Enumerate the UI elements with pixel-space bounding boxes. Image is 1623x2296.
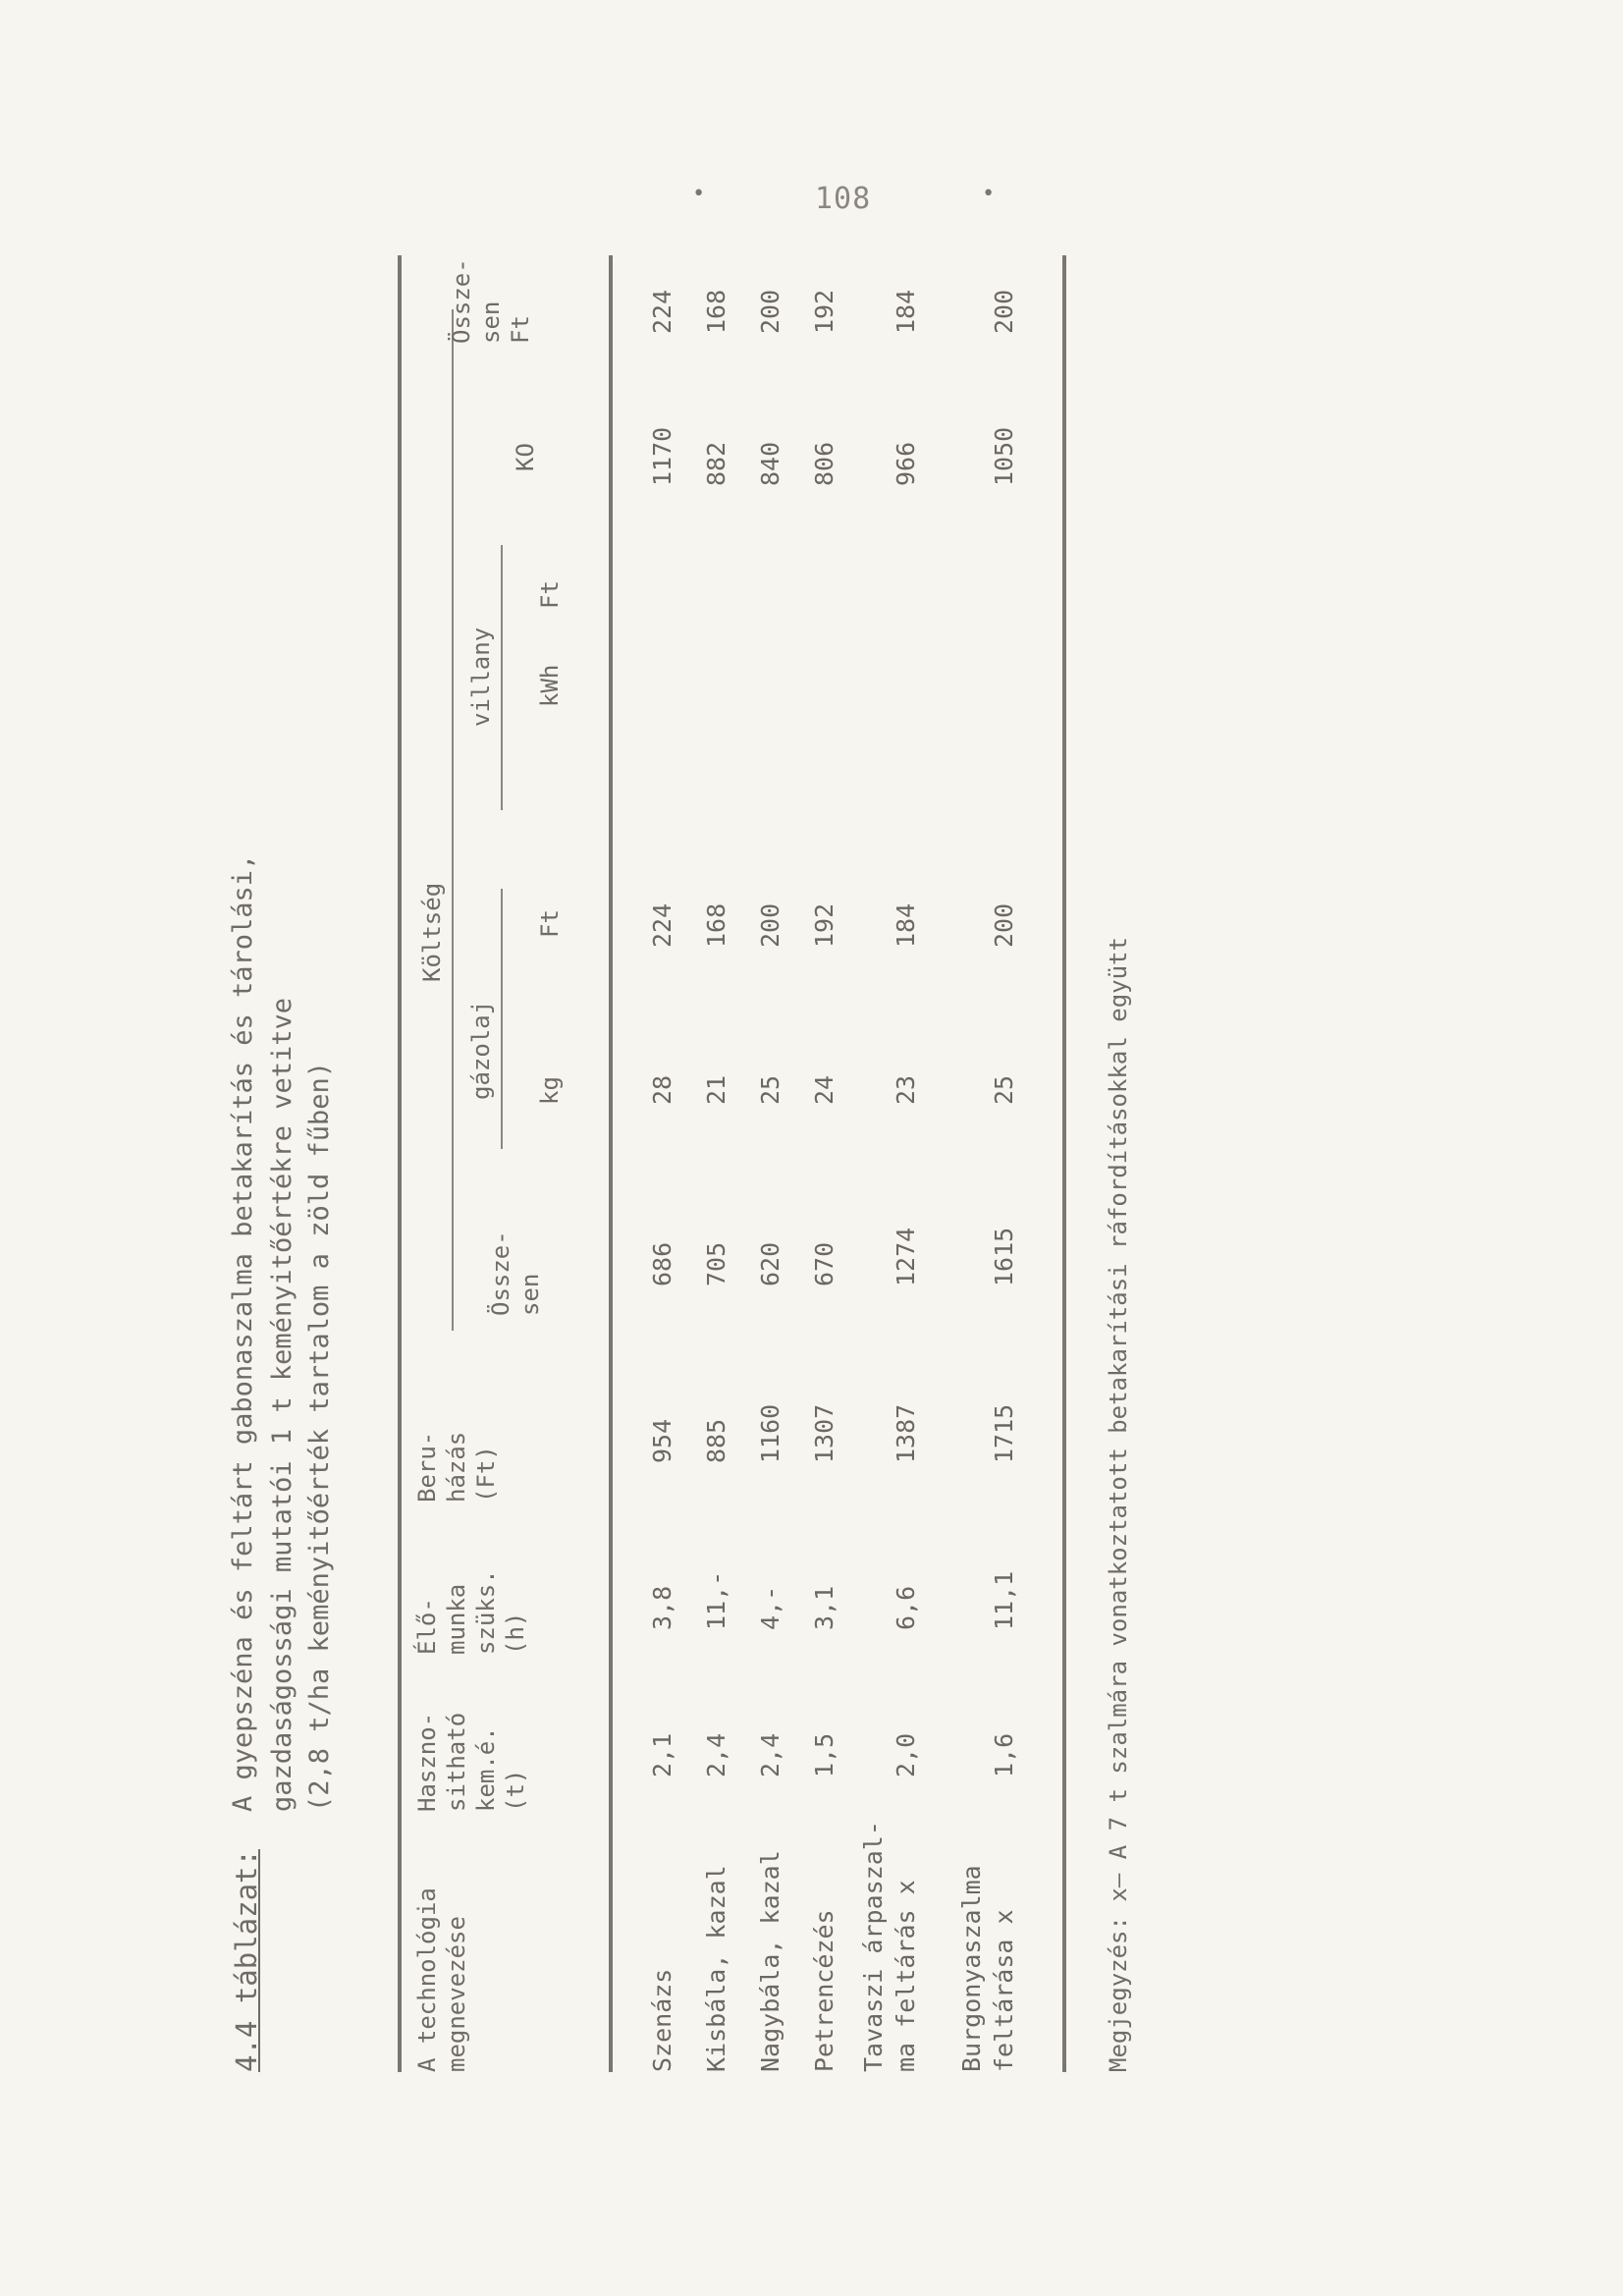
row-technology: Burgonyaszalma [957,1865,986,2072]
row-investment: 1160 [756,1403,784,1463]
footnote: Megjegyzés: x– A 7 t szalmára vonatkoztatott betakarítási ráfordításokkal együtt [1105,937,1132,2072]
table-rule-header [609,255,613,2072]
row-total-cost: 670 [810,1241,839,1286]
row-total: 192 [810,289,839,334]
row-total: 224 [648,289,676,334]
row-total-cost: 686 [648,1241,676,1286]
row-investment: 954 [648,1418,676,1463]
row-diesel-kg: 23 [892,1074,920,1105]
page-mark-left: • [692,182,706,206]
row-total: 184 [892,289,920,334]
row-diesel-kg: 24 [810,1074,839,1105]
row-usable: 1,5 [810,1732,839,1777]
cost-group-rule [452,309,454,1331]
row-total-cost: 1615 [990,1227,1018,1286]
row-ko: 1170 [648,426,676,486]
row-technology-cont: feltárása x [990,1909,1018,2072]
row-usable: 2,4 [756,1732,784,1777]
row-technology: Nagybála, kazal [756,1850,784,2072]
row-labor: 6,6 [892,1585,920,1630]
row-labor: 3,1 [810,1585,839,1630]
caption-label: 4.4 táblázat: [230,1849,263,2072]
header-labor: Élő- munka szüks. (h) [413,1569,529,1655]
header-cost-group: Költség [418,882,446,982]
electricity-rule [501,545,503,810]
row-technology-cont: ma feltárás x [892,1880,920,2072]
rotated-table-page [216,226,1198,2072]
row-diesel-ft: 224 [648,902,676,948]
row-labor: 11,1 [990,1570,1018,1630]
header-total-right: Össze- sen Ft [448,258,534,344]
row-total: 200 [990,289,1018,334]
row-usable: 2,0 [892,1732,920,1777]
row-total: 200 [756,289,784,334]
row-total: 168 [702,289,730,334]
table-rule-bottom [1062,255,1066,2072]
row-ko: 840 [756,441,784,486]
caption-block [216,226,353,2072]
row-usable: 1,6 [990,1732,1018,1777]
row-technology: Kisbála, kazal [702,1865,730,2072]
row-usable: 2,1 [648,1732,676,1777]
row-diesel-ft: 192 [810,902,839,948]
row-technology: Petrencézés [810,1909,839,2072]
row-investment: 885 [702,1418,730,1463]
row-ko: 806 [810,441,839,486]
page-number: 108 [815,182,872,216]
row-labor: 4,- [756,1585,784,1630]
row-usable: 2,4 [702,1732,730,1777]
row-ko: 966 [892,441,920,486]
header-kg: kg [536,1076,564,1105]
row-labor: 11,- [702,1570,730,1630]
header-total-left: Össze- sen [487,1230,544,1316]
header-ft-diesel: Ft [536,909,564,938]
caption-title-line: A gyepszéna és feltárt gabonaszalma betakarítás és tárolási, [228,853,258,1812]
page-mark-right: • [982,182,996,206]
row-total-cost: 1274 [892,1227,920,1286]
row-diesel-ft: 200 [756,902,784,948]
table-rule-top [398,255,402,2072]
row-diesel-kg: 28 [648,1074,676,1105]
header-electricity: villany [467,627,495,727]
header-investment: Beru- házás (Ft) [413,1431,500,1503]
header-kwh: kWh [536,664,564,707]
row-diesel-kg: 25 [756,1074,784,1105]
header-ko: KO [512,443,539,471]
header-ft-elec: Ft [536,580,564,609]
row-diesel-ft: 168 [702,902,730,948]
row-investment: 1387 [892,1403,920,1463]
row-labor: 3,8 [648,1585,676,1630]
caption-title-line: (2,8 t/ha keményitőérték tartalom a zöld fűben) [304,1061,335,1812]
row-total-cost: 705 [702,1241,730,1286]
row-diesel-kg: 25 [990,1074,1018,1105]
row-investment: 1715 [990,1403,1018,1463]
row-diesel-kg: 21 [702,1074,730,1105]
header-usable-ke: Haszno- sitható kem.é. (t) [413,1712,529,1812]
header-technology: A technológia megnevezése [413,1887,470,2072]
header-diesel: gázolaj [467,1000,495,1100]
caption-title-line: gazdaságossági mutatói 1 t keményitőértékre vetitve [267,997,298,1812]
row-investment: 1307 [810,1403,839,1463]
row-technology: Tavaszi árpaszal- [859,1821,888,2072]
row-diesel-ft: 184 [892,902,920,948]
diesel-rule [501,889,503,1149]
row-total-cost: 620 [756,1241,784,1286]
row-ko: 1050 [990,426,1018,486]
row-diesel-ft: 200 [990,902,1018,948]
row-ko: 882 [702,441,730,486]
row-technology: Szenázs [648,1968,676,2072]
